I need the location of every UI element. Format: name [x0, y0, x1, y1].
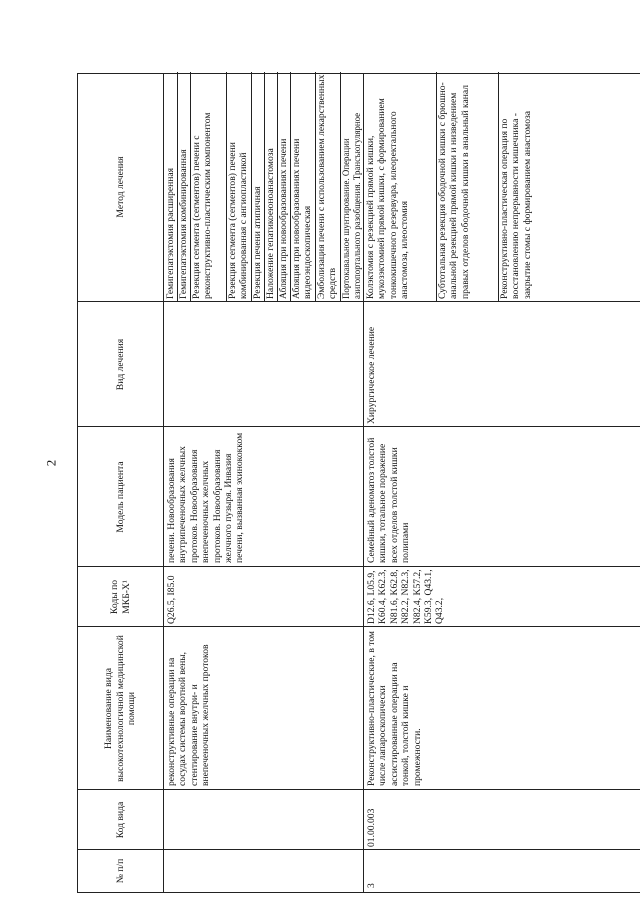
header-model: Модель пациента [114, 461, 126, 533]
row1-model: печени. Новообразования внутрипеченочных желчных протоков. Новообразования внепеченочных желчных протоков. Новообразования желчного пузыря. Инвазия печени, вызванная эхинококком [166, 432, 246, 563]
row1-icd: Q26.5, I85.0 [166, 575, 177, 624]
method-item: Абляция при новообразованиях печени видеоэндоскопическая [291, 138, 314, 299]
page-number: 2 [43, 459, 59, 467]
method-item: Резекция сегмента (сегментов) печени с реконструктивно-пластическим компонентом [191, 112, 214, 299]
method-item: Портокавальное шунтирование. Операции азигопортального разобщения. Трансъюгулярное [341, 112, 362, 299]
method-item: Эмболизация печени с использованием лекарственных средств [316, 74, 339, 299]
row1-methods [163, 72, 363, 301]
header-type: Вид лечения [114, 338, 126, 391]
method-item: Реконструктивно-пластическая операция по восстановлению непрерывности кишечника - закрытие стомы с формированием анастомоза [499, 110, 533, 299]
method-item: Колэктомия с резекцией прямой кишки, мукозэктомией прямой кишки, с формированием тонкокишечного резервуара, илеоректального анастомоза, илеостомия [365, 98, 411, 299]
header-code: Код вида [114, 801, 126, 839]
method-item: Гемигепатэктомия комбинированная [178, 149, 189, 299]
row1-name: реконструктивные операции на сосудах системы воротной вены, стентирование внутри- и внепеченочных желчных протоков [166, 644, 212, 786]
method-item: Абляция при новообразованиях печени [278, 138, 289, 299]
row2-icd: D12.6, L05.9, K60.4, K62.3, N81.6, K62.8, N82.2, N82.3, N82.4, K57.2, K59.3, Q43.1, Q43.2, [366, 569, 446, 624]
header-name: Наименование вида высокотехнологичной медицинской помощи [103, 635, 138, 782]
method-item: Гемигепатэктомия расширенная [165, 167, 176, 299]
row2-name: Реконструктивно-пластические, в том числе лапароскопически ассистированные операции на тонкой, толстой кишке и промежности. [366, 631, 423, 786]
row2-model: Семейный аденоматоз толстой кишки, тотальное поражение всех отделов толстой кишки полипами [366, 437, 412, 563]
method-item: Субтотальная резекция ободочной кишки с брюшно-анальной резекцией прямой кишки и низведением правых отделов ободочной кишки в анальный канал [437, 82, 471, 299]
method-item: Резекция сегмента (сегментов) печени комбинированная с ангиопластикой [227, 142, 250, 299]
header-icd: Коды по МКБ-Х¹ [109, 579, 132, 615]
header-num: № п/п [114, 858, 126, 884]
row2-code: 01.00.003 [366, 808, 377, 847]
method-item: Резекция печени атипичная [252, 186, 263, 299]
method-item: Наложение гепатикоеюноанастомоза [265, 148, 276, 299]
medical-care-table [77, 73, 640, 893]
header-method: Метод лечения [114, 156, 126, 218]
row1-type [166, 304, 361, 424]
row2-type: Хирургическое лечение [366, 326, 377, 424]
row2-num: 3 [366, 883, 377, 888]
row2-methods [363, 72, 640, 301]
